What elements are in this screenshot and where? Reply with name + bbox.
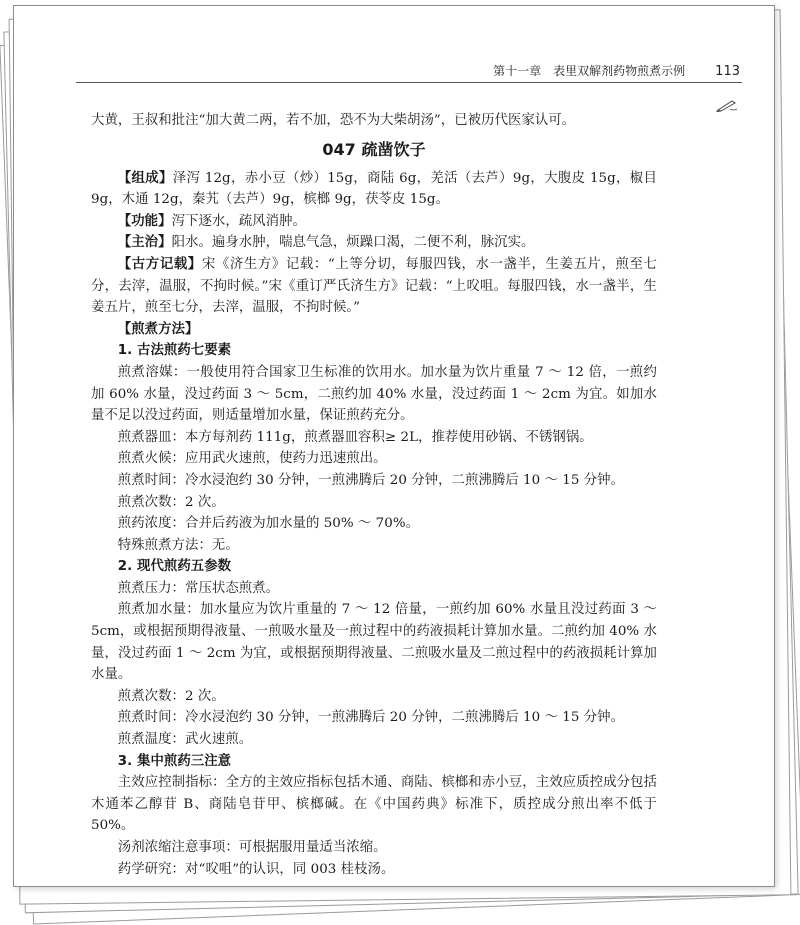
list-item: 煎煮溶媒：一般使用符合国家卫生标准的饮用水。加水量为饮片重量 7 ～ 12 倍，一煎约加 60% 水量，没过药面 3 ～ 5cm，二煎约加 40% 水量，没过药面 1 ～ 2cm 为宜。如加水量不足以没过药面，则适量增加水量，保证煎药充分。 <box>91 364 657 424</box>
list-item: 主效应控制指标：全方的主效应指标包括木通、商陆、槟榔和赤小豆，主效应质控成分包括木通苯乙醇苷 B、商陆皂苷甲、槟榔碱。在《中国药典》标准下，质控成分煎出率不低于 50%。 <box>91 775 657 834</box>
list-item: 煎煮温度：武火速煎。 <box>117 732 253 748</box>
list-item: 汤剂浓缩注意事项：可根据服用量适当浓缩。 <box>117 840 387 855</box>
list-item: 煎煮次数：2 次。 <box>117 494 225 510</box>
subheading-part1: 1. 古法煎药七要素 <box>117 343 232 359</box>
list-item: 药学研究：对“㕮咀”的认识，同 003 桂枝汤。 <box>117 861 395 877</box>
section-text: 泻下逐水，疏风消肿。 <box>171 213 306 229</box>
section-text: 宋《济生方》记载：“上等分切，每服四钱，水一盏半，生姜五片，煎至七分，去滓，温服，不拘时候。”宋《重订严氏济生方》记载：“上㕮咀。每服四钱，水一盏半，生姜五片，煎至七分，去滓，温服，不拘时候。” <box>91 256 657 316</box>
list-item: 煎药浓度：合并后药液为加水量的 50% ～ 70%。 <box>117 516 420 532</box>
header-rule <box>76 82 742 83</box>
section-zhuzhi <box>91 232 657 254</box>
section-zucheng <box>91 168 657 211</box>
subheading-part2: 2. 现代煎药五参数 <box>117 559 232 575</box>
formula-title: 047 疏凿饮子 <box>322 139 426 159</box>
list-item: 特殊煎煮方法：无。 <box>117 537 239 553</box>
section-text: 泽泻 12g，赤小豆（炒）15g，商陆 6g，羌活（去芦）9g，大腹皮 15g，椒目 9g，木通 12g，秦艽（去芦）9g，槟榔 9g，茯苓皮 15g。 <box>91 170 657 208</box>
section-text: 阳水。遍身水肿，喘息气急，烦躁口渴，二便不利，脉沉实。 <box>171 235 535 251</box>
section-tag: 【功能】 <box>117 213 172 229</box>
running-header <box>493 62 740 79</box>
list-item: 煎煮器皿：本方每剂药 111g，煎煮器皿容积≥ 2L，推荐使用砂锅、不锈钢锅。 <box>117 429 593 445</box>
section-gufang <box>91 254 657 319</box>
page-number: 113 <box>715 64 740 79</box>
section-tag: 【古方记载】 <box>117 256 202 272</box>
section-tag: 【主治】 <box>117 235 172 251</box>
list-item: 煎煮时间：冷水浸泡约 30 分钟，一煎沸腾后 20 分钟，二煎沸腾后 10 ～ 15 分钟。 <box>117 710 625 726</box>
section-tag: 【组成】 <box>117 170 173 186</box>
list-item: 煎煮火候：应用武火速煎，使药力迅速煎出。 <box>117 451 387 467</box>
intro-paragraph: 大黄，王叔和批注“加大黄二两，若不加，恐不为大柴胡汤”，已被历代医家认可。 <box>91 113 576 128</box>
page-body <box>91 110 657 880</box>
chapter-title: 第十一章 表里双解剂药物煎煮示例 <box>493 64 686 78</box>
list-item: 煎煮次数：2 次。 <box>117 688 225 704</box>
section-jianzhu <box>91 319 657 341</box>
list-item: 煎煮压力：常压状态煎煮。 <box>117 580 280 596</box>
list-item: 煎煮加水量：加水量应为饮片重量的 7 ～ 12 倍量，一煎约加 60% 水量且没过药面 3 ～ 5cm，或根据预期得液量、一煎吸水量及一煎过程中的药液损耗计算加水量。二煎约加 40% 水量，没过药面 1 ～ 2cm 为宜，或根据预期得液量、二煎吸水量及二煎过程中的药液损耗计算加水量。 <box>91 602 657 683</box>
list-item: 煎煮时间：冷水浸泡约 30 分钟，一煎沸腾后 20 分钟，二煎沸腾后 10 ～ 15 分钟。 <box>117 472 625 488</box>
section-tag: 【煎煮方法】 <box>117 321 199 337</box>
pen-icon <box>716 98 738 112</box>
subheading-part3: 3. 集中煎药三注意 <box>117 753 232 769</box>
section-gongneng <box>91 211 657 233</box>
